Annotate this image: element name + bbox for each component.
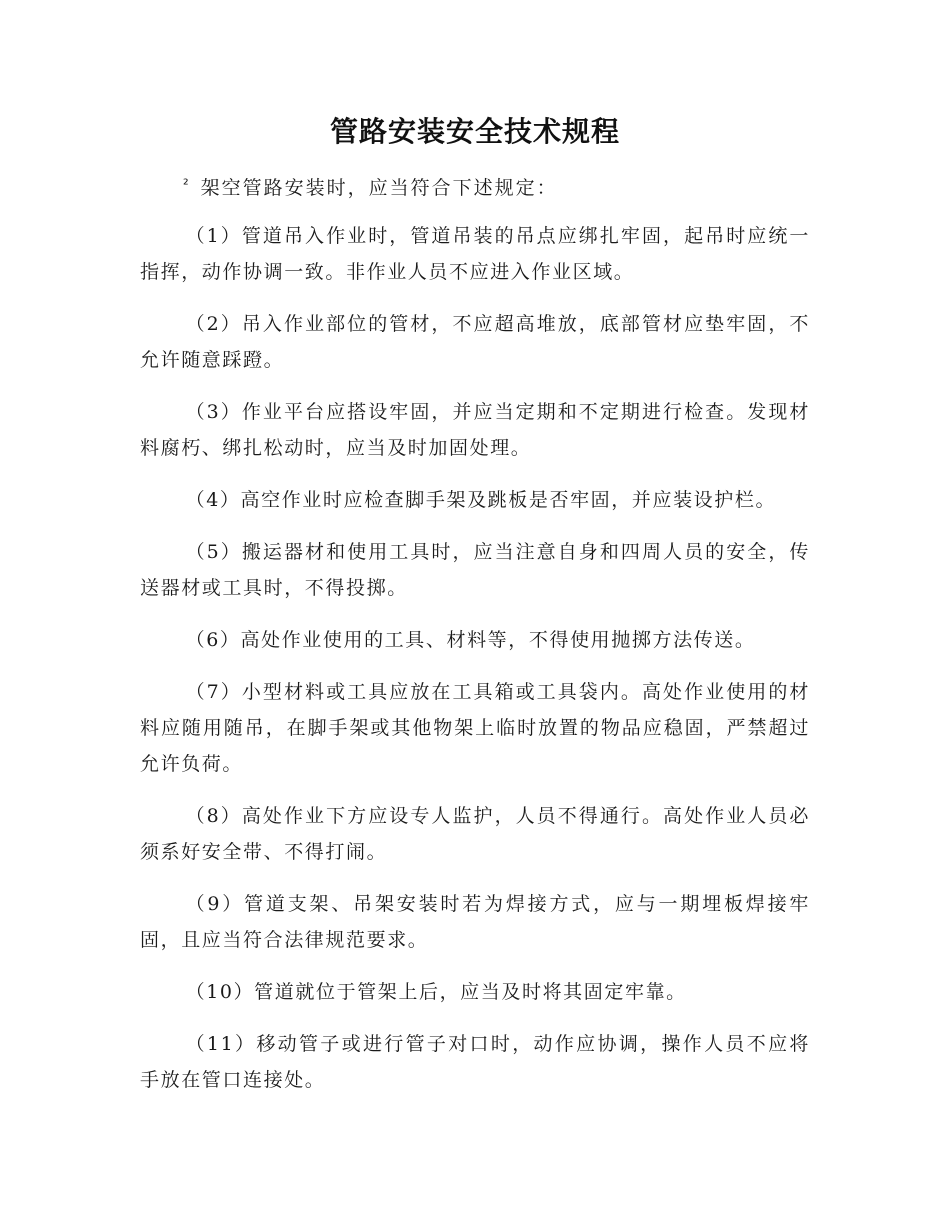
rule-paragraph-8: （8）高处作业下方应设专人监护，人员不得通行。高处作业人员必须系好安全带、不得打闹。 (140, 805, 810, 863)
document-title: 管路安装安全技术规程 (329, 115, 620, 148)
intro-text: 架空管路安装时，应当符合下述规定： (200, 177, 558, 199)
rule-paragraph-3: （3）作业平台应搭设牢固，并应当定期和不定期进行检查。发现材料腐朽、绑扎松动时，应当及时加固处理。 (140, 401, 810, 459)
rule-paragraph-4: （4）高空作业时应检查脚手架及跳板是否牢固，并应装设护栏。 (185, 489, 777, 511)
rule-paragraph-2: （2）吊入作业部位的管材，不应超高堆放，底部管材应垫牢固，不允许随意踩蹬。 (140, 313, 810, 371)
rule-paragraph-9: （9）管道支架、吊架安装时若为焊接方式，应与一期埋板焊接牢固，且应当符合法律规范要求。 (140, 893, 810, 951)
rule-paragraph-5: （5）搬运器材和使用工具时，应当注意自身和四周人员的安全，传送器材或工具时，不得投掷。 (140, 541, 810, 599)
intro-line (183, 169, 558, 204)
rule-paragraph-7: （7）小型材料或工具应放在工具箱或工具袋内。高处作业使用的材料应随用随吊，在脚手架或其他物架上临时放置的物品应稳固，严禁超过允许负荷。 (140, 681, 810, 775)
rule-paragraph-1: （1）管道吊入作业时，管道吊装的吊点应绑扎牢固，起吊时应统一指挥，动作协调一致。非作业人员不应进入作业区域。 (140, 225, 810, 283)
rule-paragraph-11: （11）移动管子或进行管子对口时，动作应协调，操作人员不应将手放在管口连接处。 (140, 1033, 810, 1091)
rule-paragraph-6: （6）高处作业使用的工具、材料等，不得使用抛掷方法传送。 (185, 629, 756, 651)
bullet-marker: ² (183, 177, 191, 193)
document-body (140, 218, 810, 1114)
rule-paragraph-10: （10）管道就位于管架上后，应当及时将其固定牢靠。 (185, 981, 687, 1003)
